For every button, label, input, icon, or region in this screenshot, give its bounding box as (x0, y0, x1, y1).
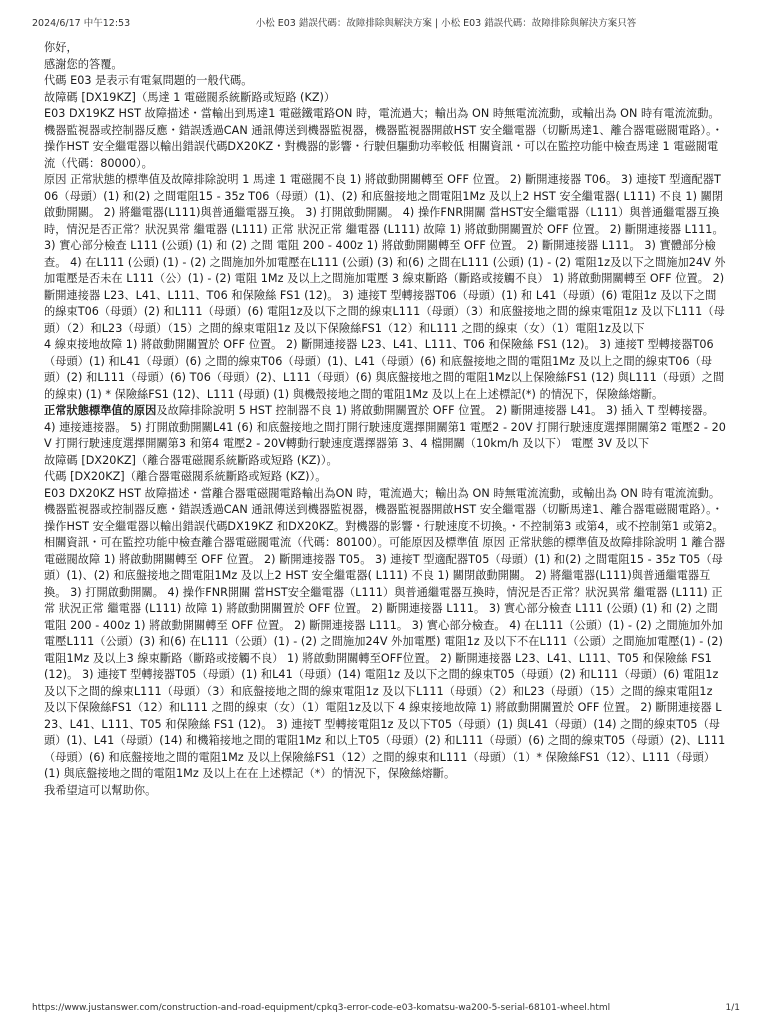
dx19kz-causes: 原因 正常狀態的標準值及故障排除說明 1 馬達 1 電磁閥不良 1) 將啟動開關轉至 OFF 位置。 2) 斷開連接器 T06。 3) 連接T 型適配器T06（母頭）(1) 和(2) 之間電阻15 - 35z T06（母頭）(1)、(2) 和底盤接地之間電阻1Mz 及以上2 HST 安全繼電器( L111) 不良 1) 關閉啟動開關。 2) 將繼電器(L111)與普通繼電器互換。 3) 打開啟動開關。 4) 操作FNR開關 當HST安全繼電器（L111）與普通繼電器互換時，情況是否正常？狀況異常 繼電器 (L111) 正常 狀況正常 繼電器 (L111) 故障 1) 將啟動開關置於 OFF 位置。 2) 斷開連接器 L111。 3) 實心部分檢查 L111 (公頭) (1) 和 (2) 之間 電阻 200 - 400z 1) 將啟動開關轉至 OFF 位置。 2) 斷開連接器 L111。 3) 實體部分檢查。 4) 在L111 (公頭) (1) - (2) 之間施加外加電壓在L111 (公頭) (3) 和(6) 之間在L111 (公頭) (1) - (2) 電阻1z及以下之間施加24V 外加電壓是否未在 L111（公）(1) - (2) 電阻 1Mz 及以上之間施加電壓 3 線束斷路（斷路或接觸不良） 1) 將啟動開關轉至 OFF 位置。 2) 斷開連接器 L23、L41、L111、T06 和保險絲 FS1 (12)。 3) 連接T 型轉接器T06（母頭）(1) 和 L41（母頭）(6) 電阻1z 及以下之間的線束T06（母頭）(2) 和L111（母頭）(6) 電阻1z及以下之間的線束L111（母頭）（3）和底盤接地之間的線束電阻1z 及以下L111（母頭）（2）和L23（母頭）（15）之間的線束電阻1z 及以下保險絲FS1（12）和L111 之間的線束（女）（1）電阻1z及以下 (44, 173, 726, 335)
dx20kz-heading: 故障碼 [DX20KZ]（離合器電磁閥系統斷路或短路 (KZ)）。 (44, 453, 338, 467)
answer-body (44, 40, 726, 954)
intro-line: 代碼 E03 是表示有電氣問題的一般代碼。 (44, 74, 253, 87)
print-page-title: 小松 E03 錯誤代碼：故障排除與解決方案 | 小松 E03 錯誤代碼：故障排除與解決方案只答 (255, 18, 637, 29)
dx19kz-description: E03 DX19KZ HST 故障描述・當輸出到馬達1 電磁鐵電路ON 時，電流過大；輸出為 ON 時無電流流動，或輸出為 ON 時有電流流動。機器監視器或控制器反應・錯誤透過CAN 通訊傳送到機器監視器，機器監視器開啟HST 安全繼電器（切斷馬達1、離合器電磁閥電路）。・操作HST 安全繼電器以輸出錯誤代碼DX20KZ・對機器的影響・行駛但驅動功率較低 相關資訊・可以在監控功能中檢查馬達 1 電磁閥電流（代碼：80000）。 (44, 107, 723, 170)
dx19kz-ground-fault: 4 線束接地故障 1) 將啟動開關置於 OFF 位置。 2) 斷開連接器 L23、L41、L111、T06 和保險絲 FS1 (12)。 3) 連接T 型轉接器T06（母頭）(1) 和L41（母頭）(6) 之間的線束T06（母頭）(1)、L41（母頭）(6) 和底盤接地之間的電阻1Mz 及以上之間的線束T06（母頭）(2) 和L111（母頭）(6) T06（母頭）(2)、L111（母頭）(6) 與底盤接地之間的電阻1Mz以上保險絲FS1 (12) 與L111（母頭）之間的線束) (1) * 保險絲FS1 (12)、L111 (母頭) (1) 與機殼接地之間的電阻1Mz 及以上在上述標記(*) 的情況下，保險絲熔斷。 (44, 338, 725, 401)
bold-lead-text: 正常狀態標準值的原因 (44, 404, 157, 417)
print-header (32, 14, 740, 30)
hst-controller-text: 及故障排除說明 5 HST 控制器不良 1) 將啟動開關置於 OFF 位置。 2) 斷開連接器 L41。 3) 插入 T 型轉接器。 4) 連接連接器。 5) 打開啟動開關L41 (6) 和底盤接地之間打開行駛速度選擇開關第1 電壓2 - 20V 打開行駛速度選擇開關第2 電壓2 - 20V 打開行駛速度選擇開關第3 和第4 電壓2 - 20V轉動行駛速度選擇器第 3、4 檔開關（10km/h 及以下） 電壓 3V 及以下 (44, 404, 726, 450)
thanks-line: 感謝您的答覆。 (44, 57, 123, 71)
dx20kz-code-line: 代碼 [DX20KZ]（離合器電磁閥系統斷路或短路 (KZ)）。 (44, 470, 327, 483)
print-datetime: 2024/6/17 中午12:53 (32, 18, 131, 29)
page-number: 1/1 (725, 1003, 740, 1013)
dx20kz-description: E03 DX20KZ HST 故障描述・當離合器電磁閥電路輸出為ON 時，電流過大；輸出為 ON 時無電流流動，或輸出為 ON 時有電流流動。機器監視器或控制器反應・錯誤透過CAN 通訊傳送到機器監視器，機器監視器開啟HST 安全繼電器（切斷馬達1、離合器電磁閥電路）。・操作HST 安全繼電器以輸出錯誤代碼DX19KZ 和DX20KZ。對機器的影響・行駛速度不切換。・不控制第3 或第4，或不控制第1 或第2。相關資訊・可在監控功能中檢查離合器電磁閥電流（代碼：80100）。可能原因及標準值 原因 正常狀態的標準值及故障排除說明 1 離合器電磁閥故障 1) 將啟動開關轉至 OFF 位置。 2) 斷開連接器 T05。 3) 連接T 型適配器T05（母頭）(1) 和(2) 之間電阻15 - 35z T05（母頭）(1)、(2) 和底盤接地之間電阻1Mz 及以上2 HST 安全繼電器( L111) 不良 1) 關閉啟動開關。 2) 將繼電器(L111)與普通繼電器互換。 3) 打開啟動開關。 4) 操作FNR開關 當HST安全繼電器（L111）與普通繼電器互換時，情況是否正常？狀況異常 繼電器 (L111) 正常 狀況正常 繼電器 (L111) 故障 1) 將啟動開關置於 OFF 位置。 2) 斷開連接器 L111。 3) 實心部分檢查 L111 (公頭) (1) 和 (2) 之間 電阻 200 - 400z 1) 將啟動開關轉至 OFF 位置。 2) 斷開連接器 L111。 3) 實心部分檢查。 4) 在L111（公頭）(1) - (2) 之間施加外加電壓L111（公頭）(3) 和(6) 在L111（公頭）(1) - (2) 之間施加24V 外加電壓) 電阻1z 及以下不在L111（公頭）之間施加電壓(1) - (2) 電阻1Mz 及以上3 線束斷路（斷路或接觸不良） 1) 將啟動開關轉至OFF位置。 2) 斷開連接器 L23、L41、L111、T05 和保險絲 FS1 (12)。 3) 連接T 型轉接器T05（母頭）(1) 和L41（母頭）(14) 電阻1z 及以下之間的線束T05（母頭）(2) 和L111（母頭）(6) 電阻1z及以下之間的線束L111（母頭）（3）和底盤接地之間的線束電阻1z 及以下L111（母頭）（2）和L23（母頭）（15）之間的線束電阻1z 及以下保險絲FS1（12）和L111 之間的線束（女）（1）電阻1z及以下 4 線束接地故障 1) 將啟動開關置於 OFF 位置。 2) 斷開連接器 L23、L41、L111、T05 和保險絲 FS1 (12)。 3) 連接T 型轉接電阻1z 及以下T05（母頭）(1) 與L41（母頭）(14) 之間的線束T05（母頭）(1)、L41（母頭）(14) 和機箱接地之間的電阻1Mz 和以上T05（母頭）(2) 和L111（母頭）(6) 之間的線束T05（母頭）(2)、L111（母頭）(6) 和底盤接地之間的電阻1Mz 及以上保險絲FS1（12）之間的線束和L111（母頭）（1）* 保險絲FS1（12）、L111（母頭）(1) 與底盤接地之間的電阻1Mz 及以上在在上述標記（*）的情況下，保險絲熔斷。 (44, 486, 726, 780)
dx19kz-heading: 故障碼 [DX19KZ]（馬達 1 電磁閥系統斷路或短路 (KZ)） (44, 90, 336, 104)
greeting: 你好， (44, 41, 78, 54)
closing-line: 我希望這可以幫助你。 (44, 783, 157, 797)
print-footer (32, 1001, 740, 1015)
source-url: https://www.justanswer.com/construction-and-road-equipment/cpkq3-error-code-e03-komatsu-wa200-5-serial-68101-wheel.html (32, 1003, 611, 1013)
hst-controller-paragraph (44, 403, 726, 453)
